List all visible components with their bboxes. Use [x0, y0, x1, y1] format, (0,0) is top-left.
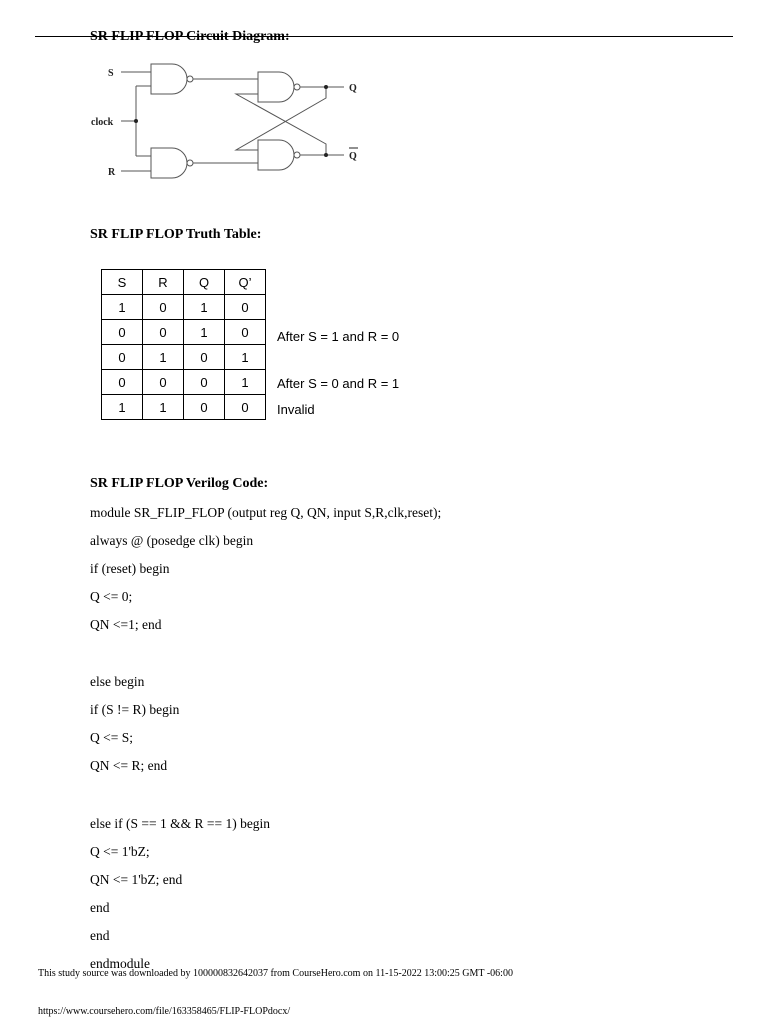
label-clock: clock: [91, 117, 114, 128]
table-cell: 0: [102, 345, 143, 370]
code-line: Q <= S;: [90, 730, 133, 745]
column-header: S: [102, 270, 143, 295]
circuit-diagram-heading: SR FLIP FLOP Circuit Diagram:: [90, 29, 290, 44]
code-line: QN <= 1'bZ; end: [90, 872, 183, 887]
nand-bubble-4: [294, 152, 300, 158]
table-cell: 0: [184, 370, 225, 395]
nand-gate-4: [258, 140, 294, 170]
table-cell: 0: [184, 395, 225, 420]
table-cell: 1: [184, 295, 225, 320]
label-q: Q: [349, 83, 357, 94]
table-row: [102, 320, 266, 345]
column-header: R: [143, 270, 184, 295]
table-cell: 1: [102, 395, 143, 420]
junction-q: [324, 85, 328, 89]
verilog-code-heading: SR FLIP FLOP Verilog Code:: [90, 476, 269, 491]
note-after-s0-r1: After S = 0 and R = 1: [277, 376, 400, 391]
column-header: Q: [184, 270, 225, 295]
code-line: endmodule: [90, 956, 150, 971]
truth-table-heading: SR FLIP FLOP Truth Table:: [90, 227, 262, 242]
table-cell: 0: [143, 295, 184, 320]
code-line: Q <= 1'bZ;: [90, 844, 150, 859]
label-q-bar: Q: [349, 151, 357, 162]
nand-bubble-1: [187, 76, 193, 82]
note-invalid: Invalid: [277, 402, 315, 417]
label-r: R: [108, 167, 116, 178]
code-line: else if (S == 1 && R == 1) begin: [90, 816, 271, 831]
nand-bubble-2: [187, 160, 193, 166]
table-cell: 0: [143, 370, 184, 395]
code-line: QN <=1; end: [90, 617, 162, 632]
table-row: [102, 395, 266, 420]
code-line: module SR_FLIP_FLOP (output reg Q, QN, input S,R,clk,reset);: [90, 505, 442, 520]
nand-gate-1: [151, 64, 187, 94]
table-cell: 0: [143, 320, 184, 345]
table-row: [102, 345, 266, 370]
table-cell: 0: [225, 320, 266, 345]
table-cell: 0: [184, 345, 225, 370]
table-cell: 1: [143, 345, 184, 370]
table-cell: 1: [225, 345, 266, 370]
code-line: QN <= R; end: [90, 758, 168, 773]
table-cell: 1: [102, 295, 143, 320]
table-cell: 1: [143, 395, 184, 420]
note-after-s1-r0: After S = 1 and R = 0: [277, 329, 400, 344]
code-line: Q <= 0;: [90, 589, 133, 604]
table-row: [102, 295, 266, 320]
nand-gate-3: [258, 72, 294, 102]
junction-clock: [134, 119, 138, 123]
table-row: [102, 370, 266, 395]
column-header: Q’: [225, 270, 266, 295]
code-line: always @ (posedge clk) begin: [90, 533, 254, 548]
table-cell: 1: [184, 320, 225, 345]
truth-table-header-row: [102, 270, 266, 295]
nand-gate-2: [151, 148, 187, 178]
nand-bubble-3: [294, 84, 300, 90]
footer-source-note: This study source was downloaded by 100000832642037 from CourseHero.com on 11-15-2022 13:00:25 GMT -06:00: [38, 968, 513, 979]
code-line: end: [90, 900, 110, 915]
junction-qbar: [324, 153, 328, 157]
table-cell: 0: [102, 370, 143, 395]
sr-flip-flop-circuit-diagram: [86, 58, 376, 183]
table-cell: 0: [102, 320, 143, 345]
code-line: if (reset) begin: [90, 561, 170, 576]
table-cell: 0: [225, 395, 266, 420]
table-cell: 1: [225, 370, 266, 395]
footer-url-link[interactable]: https://www.coursehero.com/file/163358465/FLIP-FLOPdocx/: [38, 1006, 291, 1017]
code-line: if (S != R) begin: [90, 702, 180, 717]
truth-table: [101, 269, 266, 420]
label-s: S: [108, 68, 114, 79]
code-line: end: [90, 928, 110, 943]
table-cell: 0: [225, 295, 266, 320]
code-line: else begin: [90, 674, 145, 689]
